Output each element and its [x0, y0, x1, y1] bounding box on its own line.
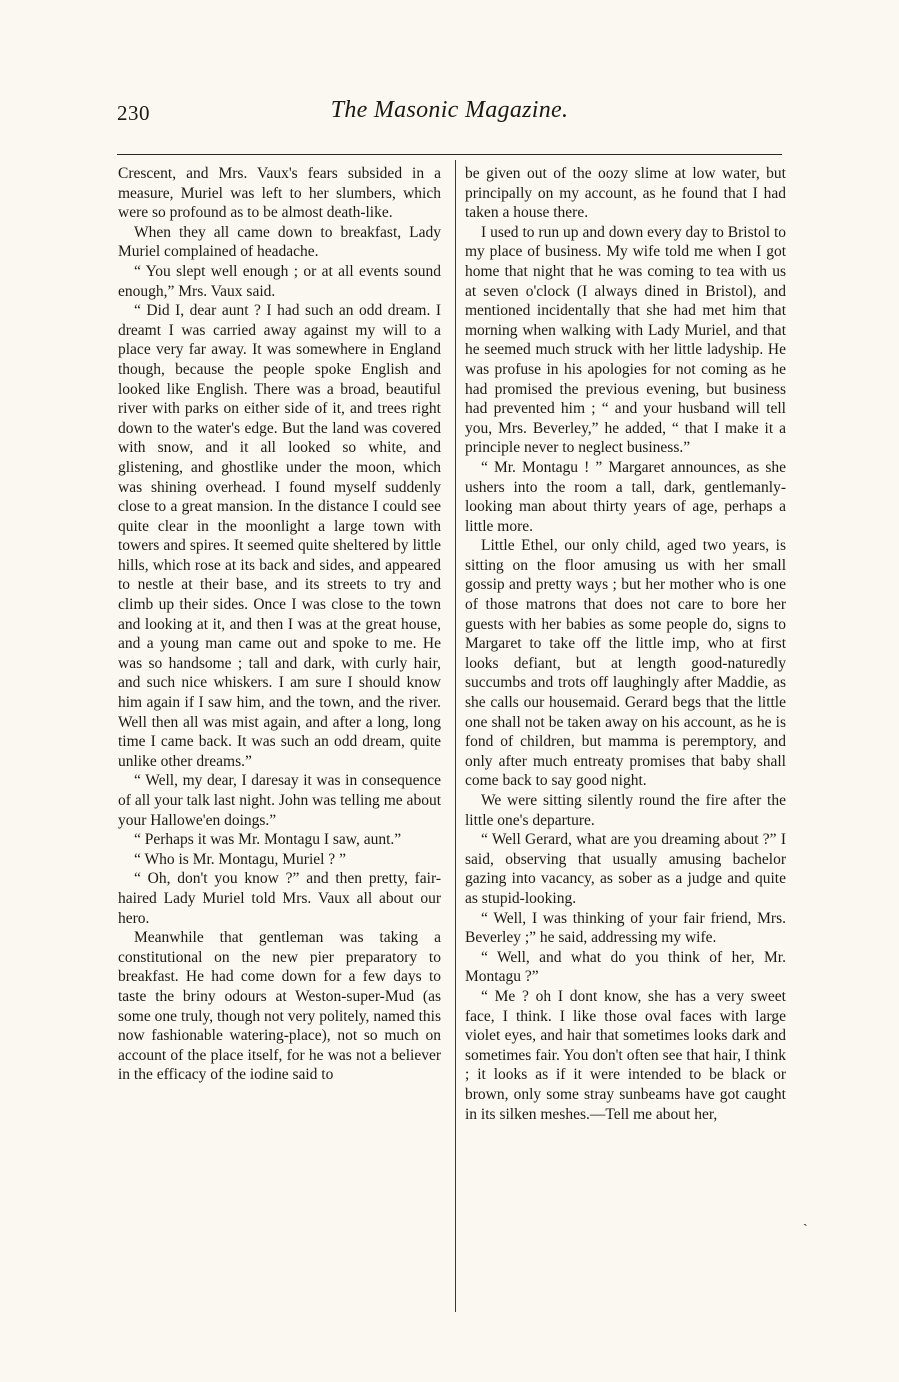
paragraph: Meanwhile that gentleman was taking a constitutional on the new pier preparatory to breakfast. He had come down for a few days to taste the briny odours at Weston-super-Mud (as some one truly, though not very politely, named this now fashionable watering-place), not so much on account of the place itself, for he was not a believer in the efficacy of the iodine said to: [118, 929, 441, 1084]
page-number: 230: [117, 101, 150, 125]
margin-mark: ˎ: [803, 1212, 808, 1227]
paragraph: We were sitting silently round the fire after the little one's departure.: [465, 792, 786, 829]
paragraph: Crescent, and Mrs. Vaux's fears subsided in a measure, Muriel was left to her slumbers, which were so profound as to be almost death-like.: [118, 165, 441, 222]
paragraph: “ Did I, dear aunt ? I had such an odd dream. I dreamt I was carried away against my will to a place very far away. It was somewhere in England though, because the people spoke English and looked like English. There was a broad, beautiful river with parks on either side of it, and trees right down to the water's edge. But the land was covered with snow, and it all looked so white, and glistening, and ghostlike under the moon, which was shining overhead. I found myself suddenly close to a great mansion. In the distance I could see quite clear in the moonlight a large town with towers and spires. It seemed quite sheltered by little hills, which rose at its back and sides, and appeared to nestle at their base, and its streets to try and climb up their sides. Once I was close to the town and looking at it, and then I was at the great house, and a young man came out and spoke to me. He was so handsome ; tall and dark, with curly hair, and such nice whiskers. I am sure I should know him again if I saw him, and the town, and the river. Well then all was mist again, and after a long, long time I came back. It was such an odd dream, quite unlike other dreams.”: [118, 302, 441, 770]
paragraph: “ Perhaps it was Mr. Montagu I saw, aunt.”: [134, 831, 402, 849]
paragraph: “ Well Gerard, what are you dreaming about ?” I said, observing that usually amusing bachelor gazing into vacancy, as sober as a judge and quite as stupid-looking.: [465, 831, 786, 907]
column-divider: [455, 160, 456, 1312]
running-title: The Masonic Magazine.: [330, 97, 569, 123]
page-header: [117, 97, 782, 137]
paragraph: “ You slept well enough ; or at all events sound enough,” Mrs. Vaux said.: [118, 262, 441, 300]
header-rule: [117, 154, 782, 155]
right-column: [465, 164, 786, 1124]
paragraph: Little Ethel, our only child, aged two years, is sitting on the floor amusing us with her small gossip and pretty ways ; but her mother who is one of those matrons that does not care to bore her guests with her babies as some people do, signs to Margaret to take off the little imp, who at first looks defiant, but at length good-naturedly succumbs and trots off laughingly after Maddie, as she calls our housemaid. Gerard begs that the little one shall not be taken away on his account, as he is fond of children, but mamma is peremptory, and only after much entreaty promises that baby shall come back to say good night.: [465, 537, 786, 790]
paragraph: be given out of the oozy slime at low water, but principally on my account, as he found that I had taken a house there.: [465, 165, 786, 222]
left-column: [118, 164, 441, 1085]
paragraph: “ Well, I was thinking of your fair friend, Mrs. Beverley ;” he said, addressing my wife.: [465, 909, 786, 947]
paragraph: “ Me ? oh I dont know, she has a very sweet face, I think. I like those oval faces with large violet eyes, and hair that sometimes looks dark and sometimes fair. You don't often see that hair, I think ; it looks as if it were intended to be black or brown, only some stray sunbeams have got caught in its silken meshes.—Tell me about her,: [465, 987, 786, 1123]
paragraph: “ Well, my dear, I daresay it was in consequence of all your talk last night. John was telling me about your Hallowe'en doings.”: [118, 772, 441, 829]
paragraph: “ Well, and what do you think of her, Mr. Montagu ?”: [465, 948, 786, 986]
paragraph: “ Mr. Montagu ! ” Margaret announces, as she ushers into the room a tall, dark, gentlemanly-looking man about thirty years of age, perhaps a little more.: [465, 458, 786, 535]
paragraph: I used to run up and down every day to Bristol to my place of business. My wife told me when I got home that night that he was coming to tea with us at seven o'clock (I always dined in Bristol), and mentioned incidentally that she had met him that morning when walking with Lady Muriel, and that he seemed much struck with her little ladyship. He was profuse in his apologies for not coming as he had promised the previous evening, but business had prevented him ; “ and your husband will tell you, Mrs. Beverley,” he added, “ that I make it a principle never to neglect business.”: [465, 223, 786, 457]
paragraph: When they all came down to breakfast, Lady Muriel complained of headache.: [118, 223, 441, 261]
paragraph: “ Oh, don't you know ?” and then pretty, fair-haired Lady Muriel told Mrs. Vaux all about our hero.: [118, 870, 441, 927]
paragraph: “ Who is Mr. Montagu, Muriel ? ”: [134, 850, 346, 868]
